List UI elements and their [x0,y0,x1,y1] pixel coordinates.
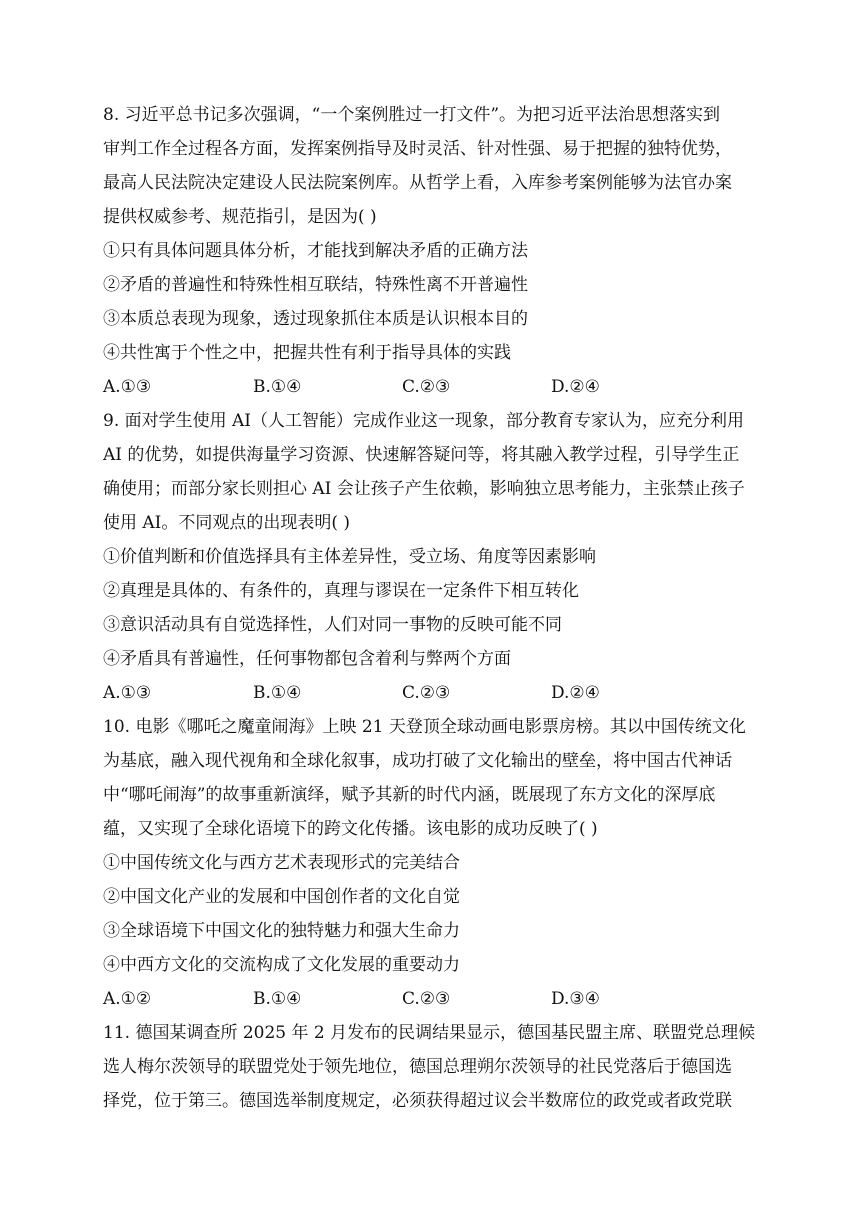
statement: ①价值判断和价值选择具有主体差异性，受立场、角度等因素影响 [103,547,596,567]
answer-options [103,676,763,710]
option-d: D.②④ [551,683,600,703]
statement: ①只有具体问题具体分析，才能找到解决矛盾的正确方法 [103,241,528,261]
question-stem-line: 11. 德国某调查所 2025 年 2 月发布的民调结果显示，德国基民盟主席、联盟党总理候 [103,1023,756,1043]
answer-options [103,982,763,1016]
option-b: B.①④ [253,377,302,397]
question-9 [103,404,763,710]
question-stem-line: 确使用；而部分家长则担心 AI 会让孩子产生依赖，影响独立思考能力，主张禁止孩子 [103,479,745,499]
statement: ②真理是具体的、有条件的，真理与谬误在一定条件下相互转化 [103,581,579,601]
option-a: A.①③ [103,683,152,703]
question-stem-line: AI 的优势，如提供海量学习资源、快速解答疑问等，将其融入教学过程，引导学生正 [103,445,740,465]
question-11 [103,1016,763,1118]
statement: ③意识活动具有自觉选择性，人们对同一事物的反映可能不同 [103,615,562,635]
question-8 [103,98,763,404]
question-stem-line: 10. 电影《哪吒之魔童闹海》上映 21 天登顶全球动画电影票房榜。其以中国传统文化 [103,717,746,737]
statement: ④共性寓于个性之中，把握共性有利于指导具体的实践 [103,343,511,363]
option-c: C.②③ [402,377,451,397]
question-stem-line: 审判工作全过程各方面，发挥案例指导及时灵活、针对性强、易于把握的独特优势， [103,139,732,159]
question-stem-line: 提供权威参考、规范指引，是因为( ) [103,207,377,227]
option-a: A.①② [103,989,152,1009]
option-b: B.①④ [253,683,302,703]
option-d: D.③④ [551,989,600,1009]
question-stem-line: 使用 AI。不同观点的出现表明( ) [103,513,351,533]
option-c: C.②③ [402,989,451,1009]
question-stem-line: 蕴，又实现了全球化语境下的跨文化传播。该电影的成功反映了( ) [103,819,598,839]
statement: ③本质总表现为现象，透过现象抓住本质是认识根本目的 [103,309,528,329]
question-stem-line: 8. 习近平总书记多次强调，“一个案例胜过一打文件”。为把习近平法治思想落实到 [103,105,721,125]
statement: ①中国传统文化与西方艺术表现形式的完美结合 [103,853,460,873]
question-stem-line: 最高人民法院决定建设人民法院案例库。从哲学上看，入库参考案例能够为法官办案 [103,173,732,193]
option-b: B.①④ [253,989,302,1009]
statement: ②中国文化产业的发展和中国创作者的文化自觉 [103,887,460,907]
answer-options [103,370,763,404]
option-a: A.①③ [103,377,152,397]
question-stem-line: 选人梅尔茨领导的联盟党处于领先地位，德国总理朔尔茨领导的社民党落后于德国选 [103,1057,732,1077]
question-stem-line: 为基底，融入现代视角和全球化叙事，成功打破了文化输出的壁垒，将中国古代神话 [103,751,732,771]
statement: ④矛盾具有普遍性，任何事物都包含着利与弊两个方面 [103,649,511,669]
question-stem-line: 9. 面对学生使用 AI（人工智能）完成作业这一现象，部分教育专家认为，应充分利用 [103,411,745,431]
question-10 [103,710,763,1016]
statement: ②矛盾的普遍性和特殊性相互联结，特殊性离不开普遍性 [103,275,528,295]
statement: ③全球语境下中国文化的独特魅力和强大生命力 [103,921,460,941]
option-d: D.②④ [551,377,600,397]
statement: ④中西方文化的交流构成了文化发展的重要动力 [103,955,460,975]
question-stem-line: 中“哪吒闹海”的故事重新演绎，赋予其新的时代内涵，既展现了东方文化的深厚底 [103,785,716,805]
option-c: C.②③ [402,683,451,703]
questions-content [103,98,763,1118]
question-stem-line: 择党，位于第三。德国选举制度规定，必须获得超过议会半数席位的政党或者政党联 [103,1091,732,1111]
